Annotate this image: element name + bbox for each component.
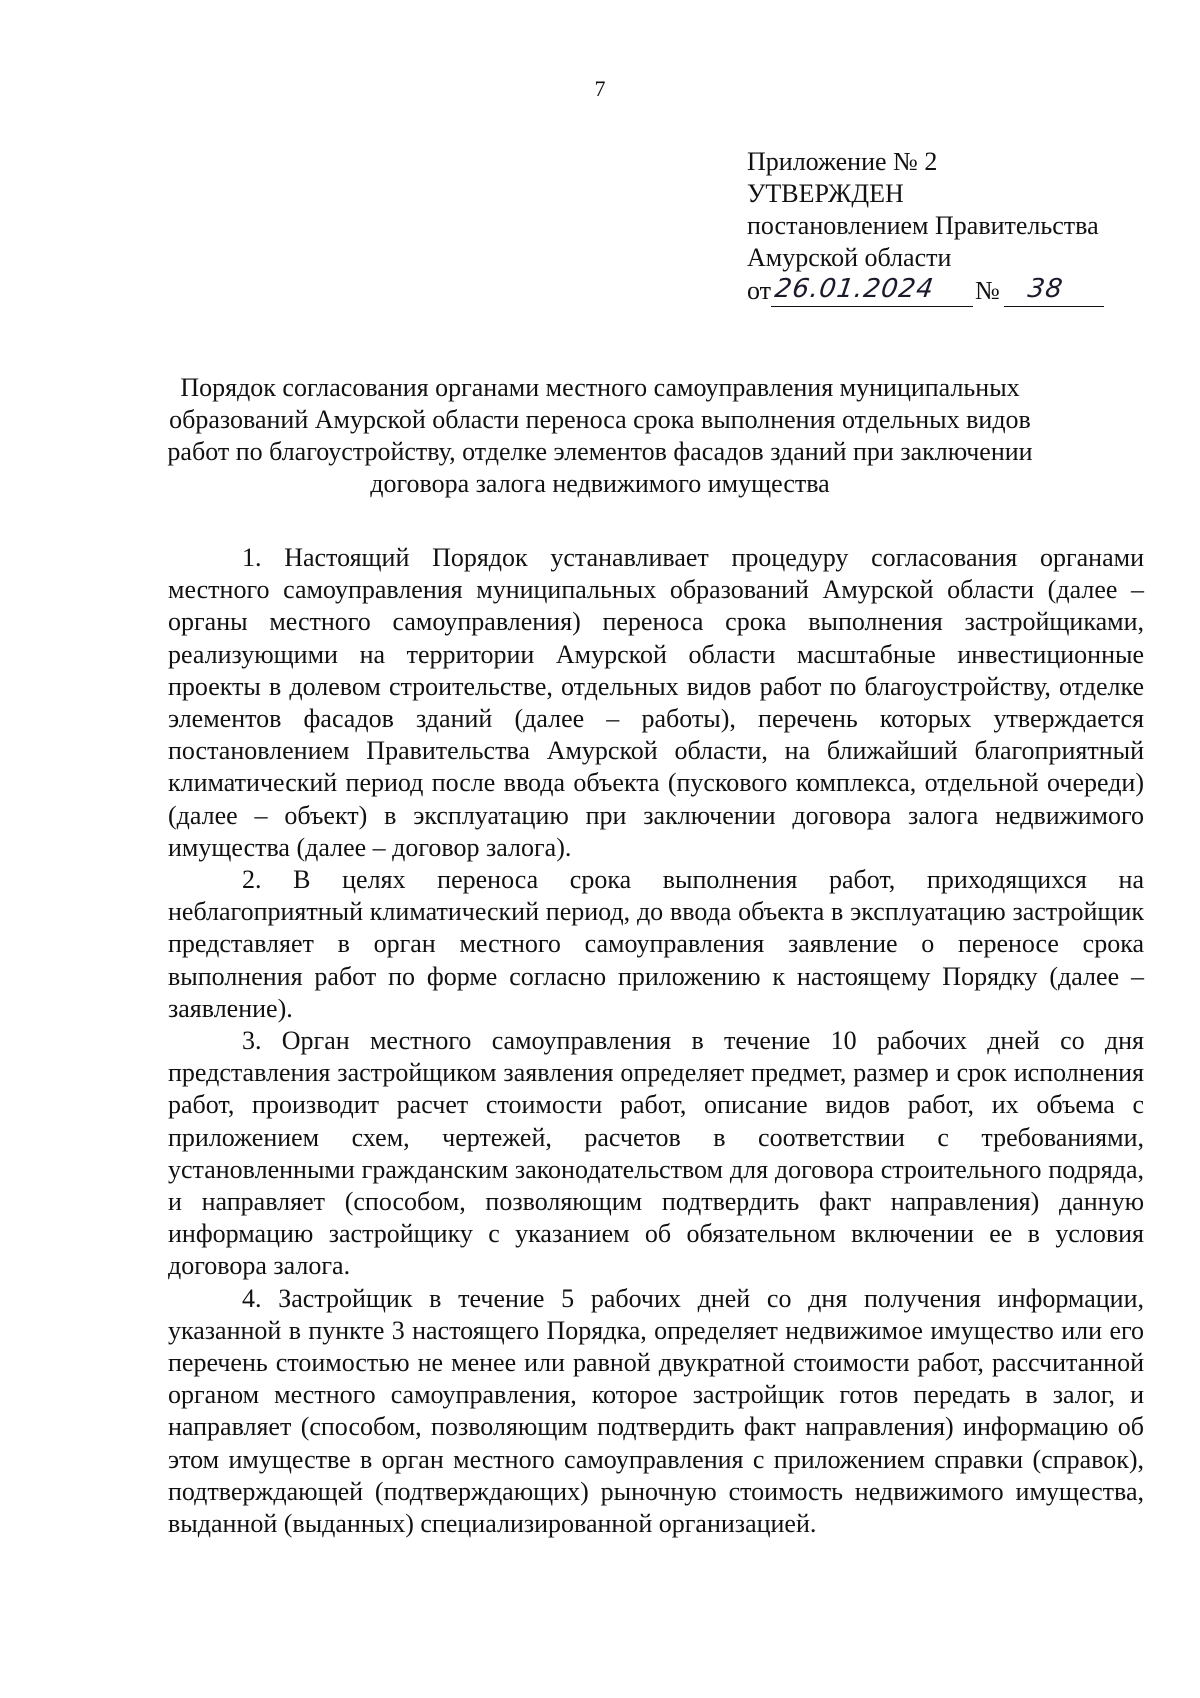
date-field [771, 274, 973, 307]
page-number: 7 [594, 76, 606, 101]
date-prefix: от [747, 276, 772, 305]
approved-label: УТВЕРЖДЕН [747, 179, 904, 208]
appendix-label: Приложение № 2 [747, 147, 938, 176]
region-label: Амурской области [747, 243, 952, 272]
paragraph-2: 2. В целях переноса срока выполнения работ, приходящихся на неблагоприятный климатический период, до ввода объекта в эксплуатацию застройщик представляет в орган местного самоуправления заявление о переносе срока выполнения работ по форме согласно приложению к настоящему Порядку (далее – заявление). [168, 865, 1144, 1023]
date-number-line [747, 274, 1104, 307]
document-body [168, 542, 1144, 1540]
approved-by-label: постановлением Правительства [747, 211, 1099, 240]
paragraph-1: 1. Настоящий Порядок устанавливает процедуру согласования органами местного самоуправления муниципальных образований Амурской области (далее – органы местного самоуправления) переноса срока выполнения застройщиками, реализующими на территории Амурской области масштабные инвестиционные проекты в долевом строительстве, отдельных видов работ по благоустройству, отделке элементов фасадов зданий (далее – работы), перечень которых утверждается постановлением Правительства Амурской области, на ближайший благоприятный климатический период после ввода объекта (пускового комплекса, отдельной очереди) (далее – объект) в эксплуатацию при заключении договора залога недвижимого имущества (далее – договор залога). [168, 543, 1144, 862]
handwritten-date: 26.01.2024 [772, 274, 937, 304]
number-field [1004, 274, 1104, 307]
number-prefix: № [975, 276, 1000, 305]
handwritten-number: 38 [1025, 274, 1066, 304]
approval-block [747, 146, 1104, 307]
document-title: Порядок согласования органами местного самоуправления муниципальных образований Амурской области переноса срока выполнения отдельных видов работ по благоустройству, отделке элементов фасадов зданий при заключении договора залога недвижимого имущества [167, 373, 1033, 498]
paragraph-4: 4. Застройщик в течение 5 рабочих дней со дня получения информации, указанной в пункте 3 настоящего Порядка, определяет недвижимое имущество или его перечень стоимостью не менее или равной двукратной стоимости работ, рассчитанной органом местного самоуправления, которое застройщик готов передать в залог, и направляет (способом, позволяющим подтвердить факт направления) информацию об этом имуществе в орган местного самоуправления с приложением справки (справок), подтверждающей (подтверждающих) рыночную стоимость недвижимого имущества, выданной (выданных) специализированной организацией. [168, 1283, 1144, 1539]
paragraph-3: 3. Орган местного самоуправления в течение 10 рабочих дней со дня представления застройщиком заявления определяет предмет, размер и срок исполнения работ, производит расчет стоимости работ, описание видов работ, их объема с приложением схем, чертежей, расчетов в соответствии с требованиями, установленными гражданским законодательством для договора строительного подряда, и направляет (способом, позволяющим подтвердить факт направления) данную информацию застройщику с указанием об обязательном включении ее в условия договора залога. [168, 1026, 1144, 1281]
